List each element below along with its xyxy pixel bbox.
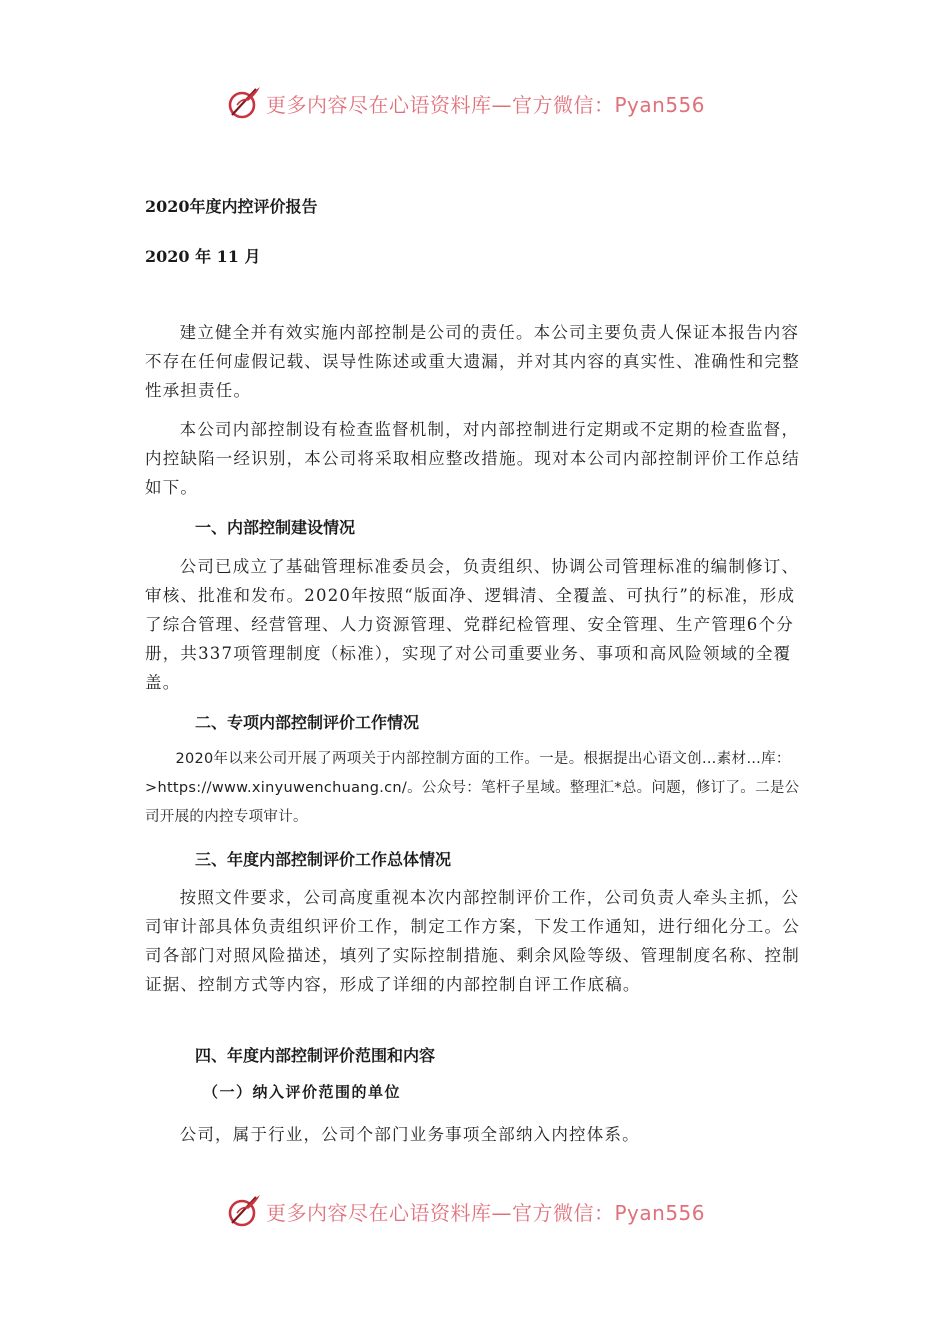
paragraph-responsibility: 建立健全并有效实施内部控制是公司的责任。本公司主要负责人保证本报告内容不存在任何虚假记载、误导性陈述或重大遗漏，并对其内容的真实性、准确性和完整性承担责任。 [145, 323, 800, 400]
document-title: 2020年度内控评价报告 [145, 197, 318, 216]
header-banner [226, 83, 705, 123]
paragraph-section-1: 公司已成立了基础管理标准委员会，负责组织、协调公司管理标准的编制修订、审核、批准和发布。2020年按照“版面净、逻辑清、全覆盖、可执行”的标准，形成了综合管理、经营管理、人力资源管理、党群纪检管理、安全管理、生产管理6个分册，共337项管理制度（标准），实现了对公司重要业务、事项和高风险领域的全覆盖。 [145, 557, 800, 692]
heading-section-2: 二、专项内部控制评价工作情况 [195, 713, 420, 732]
quill-logo-icon [226, 85, 262, 121]
subheading-section-4-1: （一）纳入评价范围的单位 [203, 1083, 402, 1101]
quill-logo-icon [226, 1193, 262, 1229]
heading-section-1: 一、内部控制建设情况 [195, 518, 356, 537]
document-date: 2020 年 11 月 [145, 247, 261, 266]
paragraph-supervision: 本公司内部控制设有检查监督机制，对内部控制进行定期或不定期的检查监督，内控缺陷一经识别，本公司将采取相应整改措施。现对本公司内部控制评价工作总结如下。 [145, 420, 800, 497]
paragraph-section-3: 按照文件要求，公司高度重视本次内部控制评价工作，公司负责人牵头主抓，公司审计部具体负责组织评价工作，制定工作方案，下发工作通知，进行细化分工。公司各部门对照风险描述，填列了实际控制措施、剩余风险等级、管理制度名称、控制证据、控制方式等内容，形成了详细的内部控制自评工作底稿。 [145, 888, 800, 994]
header-banner-text: 更多内容尽在心语资料库—官方微信：Pyan556 [266, 92, 706, 117]
footer-banner [226, 1191, 705, 1231]
footer-banner-text: 更多内容尽在心语资料库—官方微信：Pyan556 [266, 1200, 706, 1225]
paragraph-section-4-1: 公司，属于行业，公司个部门业务事项全部纳入内控体系。 [179, 1125, 640, 1144]
heading-section-4: 四、年度内部控制评价范围和内容 [195, 1046, 436, 1065]
paragraph-section-2: 2020年以来公司开展了两项关于内部控制方面的工作。一是。根据提出心语文创…素材…库：>https://www.xinyuwenchuang.cn/。公众号：笔杆子星域。整理汇*总。问题，修订了。二是公司开展的内控专项审计。 [145, 751, 800, 825]
heading-section-3: 三、年度内部控制评价工作总体情况 [195, 850, 452, 869]
